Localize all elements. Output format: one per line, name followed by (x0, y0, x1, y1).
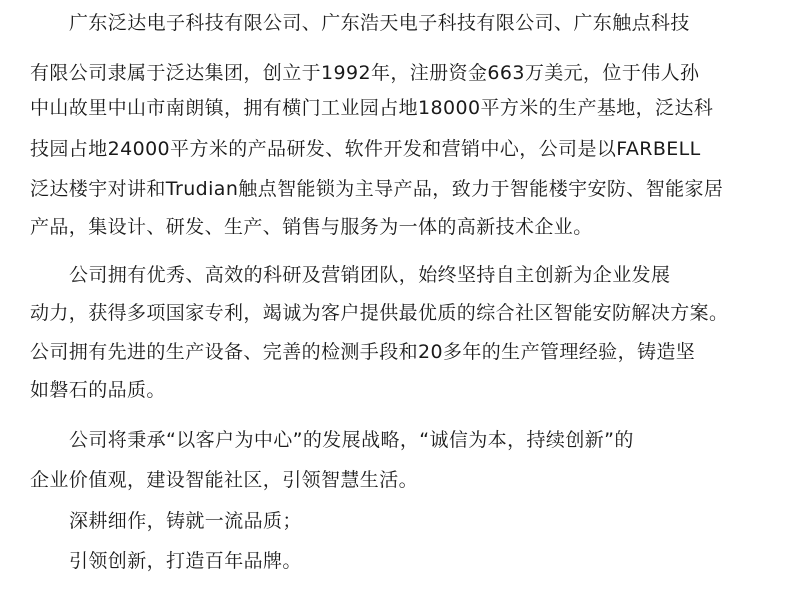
paragraph-1-line-6: 产品，集设计、研发、生产、销售与服务为一体的高新技术企业。 (30, 216, 593, 238)
paragraph-1-line-1: 广东泛达电子科技有限公司、广东浩天电子科技有限公司、广东触点科技 (69, 12, 690, 34)
slogan-line-2: 引领创新，打造百年品牌。 (69, 550, 302, 572)
paragraph-1-line-4: 技园占地24000平方米的产品研发、软件开发和营销中心，公司是以FARBELL (30, 138, 701, 160)
paragraph-1-line-5: 泛达楼宇对讲和Trudian触点智能锁为主导产品，致力于智能楼宇安防、智能家居 (30, 178, 724, 200)
paragraph-3-line-2: 企业价值观，建设智能社区，引领智慧生活。 (30, 469, 419, 491)
paragraph-2-line-4: 如磐石的品质。 (30, 379, 166, 401)
paragraph-2-line-2: 动力，获得多项国家专利，竭诚为客户提供最优质的综合社区智能安防解决方案。 (30, 302, 729, 324)
paragraph-3-line-1: 公司将秉承“以客户为中心”的发展战略，“诚信为本，持续创新”的 (69, 429, 634, 451)
paragraph-1-line-3: 中山故里中山市南朗镇，拥有横门工业园占地18000平方米的生产基地，泛达科 (30, 97, 714, 119)
paragraph-1-line-2: 有限公司隶属于泛达集团，创立于1992年，注册资金663万美元，位于伟人孙 (30, 62, 700, 84)
paragraph-2-line-3: 公司拥有先进的生产设备、完善的检测手段和20多年的生产管理经验，铸造坚 (30, 341, 696, 363)
paragraph-2-line-1: 公司拥有优秀、高效的科研及营销团队，始终坚持自主创新为企业发展 (69, 264, 671, 286)
slogan-line-1: 深耕细作，铸就一流品质； (69, 510, 302, 532)
